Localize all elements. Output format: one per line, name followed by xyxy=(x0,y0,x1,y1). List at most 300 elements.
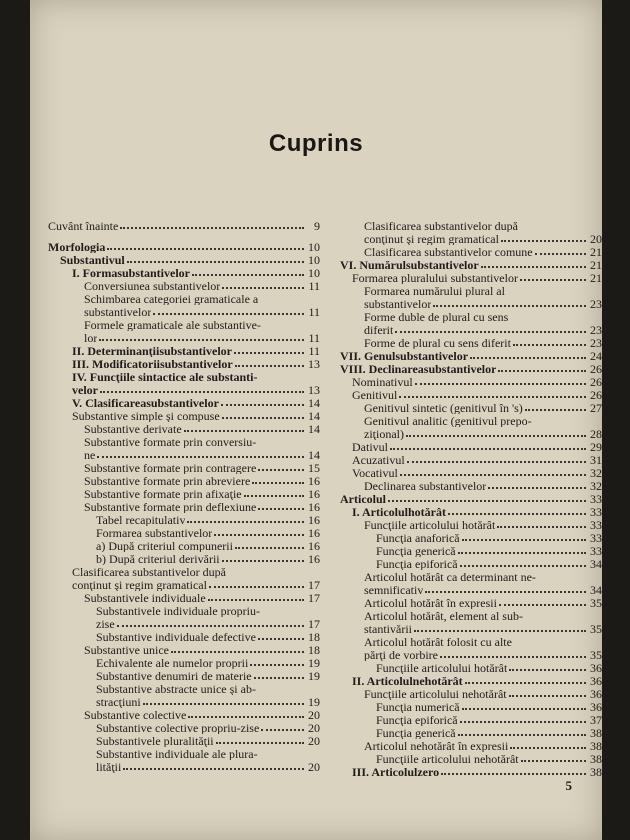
toc-entry-page: 38 xyxy=(590,739,602,753)
toc-entry-text: Dativul xyxy=(352,441,388,453)
toc-leader-dots xyxy=(261,729,304,731)
toc-entry xyxy=(340,493,602,505)
toc-entry xyxy=(48,709,320,721)
toc-leader-dots xyxy=(250,664,304,666)
toc-entry xyxy=(340,311,602,323)
toc-entry xyxy=(48,631,320,643)
toc-column-right xyxy=(340,220,602,779)
toc-entry xyxy=(48,748,320,760)
toc-entry-text: Conversiunea substantivelor xyxy=(84,280,221,292)
toc-entry xyxy=(340,623,602,635)
toc-entry-text: Articolul nehotărât în expresii xyxy=(364,740,509,752)
toc-entry-text: Substantive formate prin abreviere xyxy=(84,475,251,487)
toc-leader-dots xyxy=(535,253,586,255)
toc-leader-dots xyxy=(388,500,586,502)
toc-entry xyxy=(48,319,320,331)
toc-entry-page: 19 xyxy=(308,656,320,670)
toc-entry-page: 24 xyxy=(590,349,602,363)
toc-entry-text: Forme de plural cu sens diferit xyxy=(364,337,511,349)
toc-entry-text: Clasificarea substantivelor comune xyxy=(364,246,533,258)
toc-leader-dots xyxy=(235,365,304,367)
toc-entry xyxy=(48,345,320,357)
toc-entry xyxy=(48,280,320,292)
toc-column-left xyxy=(48,220,320,774)
toc-leader-dots xyxy=(521,760,586,762)
toc-entry xyxy=(340,584,602,596)
toc-entry-page: 20 xyxy=(590,232,602,246)
toc-entry-text: Funcţia epiforică xyxy=(376,558,458,570)
toc-entry-page: 9 xyxy=(314,219,320,233)
toc-entry xyxy=(48,397,320,409)
toc-entry-page: 26 xyxy=(590,362,602,376)
toc-leader-dots xyxy=(458,734,586,736)
toc-entry-text: Substantive formate prin contragere xyxy=(84,462,257,474)
toc-entry xyxy=(340,428,602,440)
toc-entry xyxy=(48,254,320,266)
toc-leader-dots xyxy=(258,508,304,510)
toc-leader-dots xyxy=(498,370,586,372)
toc-leader-dots xyxy=(222,417,304,419)
toc-leader-dots xyxy=(216,742,304,744)
toc-leader-dots xyxy=(258,638,304,640)
toc-entry-page: 26 xyxy=(590,375,602,389)
toc-leader-dots xyxy=(395,331,586,333)
toc-entry-text: Funcţiile articolului nehotărât xyxy=(364,688,507,700)
toc-entry-page: 38 xyxy=(590,726,602,740)
toc-entry xyxy=(48,683,320,695)
toc-entry xyxy=(340,571,602,583)
toc-entry-page: 20 xyxy=(308,734,320,748)
toc-leader-dots xyxy=(488,487,586,489)
toc-entry-page: 11 xyxy=(308,331,320,345)
toc-entry xyxy=(48,761,320,773)
toc-entry-page: 15 xyxy=(308,461,320,475)
toc-entry-text: Substantive denumiri de materie xyxy=(96,670,252,682)
toc-entry-text: părţi de vorbire xyxy=(364,649,438,661)
toc-entry-page: 26 xyxy=(590,388,602,402)
toc-entry-text: conţinut şi regim gramatical xyxy=(364,233,499,245)
toc-leader-dots xyxy=(499,604,586,606)
toc-leader-dots xyxy=(470,357,586,359)
toc-entry-page: 34 xyxy=(590,583,602,597)
toc-entry xyxy=(48,501,320,513)
toc-entry xyxy=(48,735,320,747)
toc-entry-text: Funcţiile articolului hotărât xyxy=(364,519,496,531)
toc-entry-text: Genitivul sintetic (genitivul în 's) xyxy=(364,402,523,414)
toc-entry-page: 33 xyxy=(590,531,602,545)
toc-entry xyxy=(48,605,320,617)
toc-entry xyxy=(340,324,602,336)
toc-entry-page: 16 xyxy=(308,487,320,501)
toc-entry-page: 20 xyxy=(308,721,320,735)
toc-entry-page: 16 xyxy=(308,474,320,488)
toc-leader-dots xyxy=(97,456,304,458)
toc-leader-dots xyxy=(462,708,586,710)
toc-entry xyxy=(340,259,602,271)
toc-entry-text: semnificativ xyxy=(364,584,424,596)
toc-entry-page: 36 xyxy=(590,687,602,701)
toc-entry-text: substantivelor xyxy=(364,298,432,310)
toc-entry xyxy=(48,462,320,474)
toc-entry-text: Funcţiile articolului nehotărât xyxy=(376,753,519,765)
toc-entry-page: 17 xyxy=(308,591,320,605)
toc-entry-page: 33 xyxy=(590,544,602,558)
toc-entry-text: Substantivele individuale propriu- xyxy=(96,605,260,617)
toc-entry xyxy=(48,267,320,279)
toc-entry-text: Substantive abstracte unice şi ab- xyxy=(96,683,256,695)
toc-entry xyxy=(340,662,602,674)
toc-entry xyxy=(340,727,602,739)
toc-leader-dots xyxy=(234,352,304,354)
toc-entry-text: Substantive unice xyxy=(84,644,169,656)
toc-entry-page: 20 xyxy=(308,708,320,722)
toc-entry xyxy=(340,298,602,310)
toc-entry xyxy=(48,527,320,539)
toc-entry-text: II. Determinanţiisubstantivelor xyxy=(72,345,232,357)
toc-entry-text: Substantive formate prin afixaţie xyxy=(84,488,242,500)
toc-entry-text: Substantive individuale defective xyxy=(96,631,256,643)
toc-entry-page: 10 xyxy=(308,253,320,267)
page-title: Cuprins xyxy=(268,130,364,157)
toc-entry xyxy=(340,506,602,518)
toc-entry-page: 38 xyxy=(590,752,602,766)
toc-leader-dots xyxy=(100,391,304,393)
toc-entry-text: VI. Numărulsubstantivelor xyxy=(340,259,479,271)
toc-leader-dots xyxy=(153,313,304,315)
toc-entry-page: 16 xyxy=(308,526,320,540)
toc-entry xyxy=(340,766,602,778)
toc-entry-page: 19 xyxy=(308,669,320,683)
toc-entry-text: conţinut şi regim gramatical xyxy=(72,579,207,591)
toc-entry-page: 34 xyxy=(590,557,602,571)
toc-entry xyxy=(48,566,320,578)
toc-leader-dots xyxy=(184,430,304,432)
toc-leader-dots xyxy=(460,721,586,723)
toc-entry-text: Funcţia anaforică xyxy=(376,532,460,544)
toc-entry xyxy=(340,649,602,661)
toc-leader-dots xyxy=(192,274,304,276)
toc-entry xyxy=(340,402,602,414)
toc-entry xyxy=(48,592,320,604)
toc-leader-dots xyxy=(244,495,304,497)
toc-leader-dots xyxy=(407,461,586,463)
toc-entry xyxy=(340,701,602,713)
toc-entry-text: Substantivele individuale xyxy=(84,592,206,604)
toc-leader-dots xyxy=(188,716,304,718)
toc-entry-page: 16 xyxy=(308,513,320,527)
toc-leader-dots xyxy=(254,677,304,679)
toc-entry-text: Vocativul xyxy=(352,467,398,479)
toc-entry-text: Formarea numărului plural al xyxy=(364,285,505,297)
toc-entry-page: 14 xyxy=(308,396,320,410)
toc-entry-text: Funcţia generică xyxy=(376,545,456,557)
toc-entry-text: Tabel recapitulativ xyxy=(96,514,186,526)
toc-entry xyxy=(48,220,320,232)
toc-entry-text: Acuzativul xyxy=(352,454,405,466)
toc-entry-text: velor xyxy=(72,384,98,396)
toc-leader-dots xyxy=(441,773,586,775)
toc-entry-page: 33 xyxy=(590,505,602,519)
toc-entry-text: Formarea pluralului substantivelor xyxy=(352,272,518,284)
toc-entry-page: 33 xyxy=(590,492,602,506)
toc-entry-text: Morfologia xyxy=(48,241,106,253)
toc-entry-text: Substantivul xyxy=(60,254,125,266)
toc-leader-dots xyxy=(221,404,304,406)
toc-leader-dots xyxy=(143,703,304,705)
toc-entry-text: lor xyxy=(84,332,98,344)
toc-entry-text: Articolul hotărât folosit cu alte xyxy=(364,636,512,648)
toc-entry xyxy=(48,475,320,487)
toc-leader-dots xyxy=(390,448,586,450)
toc-entry xyxy=(48,644,320,656)
toc-entry-text: substantivelor xyxy=(84,306,152,318)
toc-entry-text: Genitivul analitic (genitivul prepo- xyxy=(364,415,532,427)
toc-entry xyxy=(48,618,320,630)
toc-entry-page: 10 xyxy=(308,240,320,254)
toc-leader-dots xyxy=(497,526,586,528)
toc-entry-page: 14 xyxy=(308,448,320,462)
toc-entry xyxy=(340,675,602,687)
toc-entry-page: 19 xyxy=(308,695,320,709)
toc-entry xyxy=(340,415,602,427)
toc-entry-text: Forme duble de plural cu sens xyxy=(364,311,509,323)
toc-entry-page: 23 xyxy=(590,323,602,337)
toc-entry-page: 35 xyxy=(590,596,602,610)
toc-entry xyxy=(48,332,320,344)
toc-leader-dots xyxy=(501,240,586,242)
toc-leader-dots xyxy=(187,521,304,523)
toc-entry xyxy=(340,753,602,765)
toc-entry xyxy=(48,553,320,565)
toc-leader-dots xyxy=(440,656,586,658)
toc-entry xyxy=(340,545,602,557)
toc-entry-text: Substantive individuale ale plura- xyxy=(96,748,258,760)
toc-entry xyxy=(48,436,320,448)
toc-leader-dots xyxy=(123,768,304,770)
toc-leader-dots xyxy=(252,482,304,484)
toc-entry xyxy=(340,688,602,700)
toc-entry xyxy=(48,488,320,500)
toc-entry xyxy=(48,241,320,253)
toc-entry-page: 11 xyxy=(308,305,320,319)
toc-leader-dots xyxy=(99,339,304,341)
toc-entry-page: 16 xyxy=(308,552,320,566)
toc-entry-page: 10 xyxy=(308,266,320,280)
toc-entry xyxy=(340,285,602,297)
toc-entry xyxy=(340,350,602,362)
toc-entry-text: Articolul hotărât ca determinant ne- xyxy=(364,571,536,583)
toc-entry-page: 36 xyxy=(590,674,602,688)
toc-entry-page: 11 xyxy=(308,279,320,293)
toc-entry-text: Funcţia numerică xyxy=(376,701,460,713)
toc-entry-text: Cuvânt înainte xyxy=(48,220,119,232)
toc-entry xyxy=(340,532,602,544)
toc-entry xyxy=(340,558,602,570)
toc-entry xyxy=(340,246,602,258)
toc-entry-text: Substantive colective propriu-zise xyxy=(96,722,260,734)
toc-entry xyxy=(48,449,320,461)
toc-entry-text: b) După criteriul derivării xyxy=(96,553,220,565)
toc-entry-page: 23 xyxy=(590,297,602,311)
toc-entry-page: 16 xyxy=(308,539,320,553)
toc-entry-text: diferit xyxy=(364,324,394,336)
toc-entry-page: 38 xyxy=(590,765,602,779)
toc-leader-dots xyxy=(209,586,304,588)
toc-entry-page: 28 xyxy=(590,427,602,441)
toc-entry xyxy=(340,363,602,375)
toc-entry xyxy=(48,540,320,552)
toc-entry-text: Nominativul xyxy=(352,376,413,388)
toc-leader-dots xyxy=(414,630,586,632)
toc-leader-dots xyxy=(107,248,304,250)
toc-leader-dots xyxy=(171,651,304,653)
toc-entry-page: 18 xyxy=(308,643,320,657)
toc-leader-dots xyxy=(509,695,586,697)
page-number: 5 xyxy=(565,778,572,793)
toc-entry xyxy=(48,696,320,708)
toc-entry-text: Articolul xyxy=(340,493,386,505)
toc-entry-page: 16 xyxy=(308,500,320,514)
toc-entry-page: 32 xyxy=(590,479,602,493)
toc-entry-page: 23 xyxy=(590,336,602,350)
toc-entry xyxy=(48,358,320,370)
toc-entry xyxy=(48,722,320,734)
book-page xyxy=(30,0,602,840)
toc-entry-text: Clasificarea substantivelor după xyxy=(364,220,518,232)
toc-entry xyxy=(48,657,320,669)
toc-entry-text: Schimbarea categoriei gramaticale a xyxy=(84,293,259,305)
toc-entry xyxy=(48,514,320,526)
toc-entry-text: Substantive derivate xyxy=(84,423,182,435)
toc-entry-text: III. Articolulzero xyxy=(352,766,440,778)
toc-entry-page: 36 xyxy=(590,661,602,675)
toc-entry-text: II. Articolulnehotărât xyxy=(352,675,463,687)
toc-entry-text: Substantive colective xyxy=(84,709,187,721)
toc-leader-dots xyxy=(406,435,586,437)
toc-entry xyxy=(340,441,602,453)
toc-leader-dots xyxy=(399,396,586,398)
toc-leader-dots xyxy=(520,279,586,281)
toc-entry xyxy=(340,454,602,466)
toc-leader-dots xyxy=(117,625,304,627)
toc-entry-text: Genitivul xyxy=(352,389,398,401)
toc-leader-dots xyxy=(235,547,304,549)
toc-entry-text: ziţional) xyxy=(364,428,404,440)
toc-leader-dots xyxy=(214,534,304,536)
toc-entry xyxy=(340,480,602,492)
toc-entry-text: a) După criteriul compunerii xyxy=(96,540,233,552)
toc-leader-dots xyxy=(509,669,586,671)
toc-entry-page: 27 xyxy=(590,401,602,415)
toc-entry-text: Clasificarea substantivelor după xyxy=(72,566,226,578)
toc-entry xyxy=(48,423,320,435)
toc-entry xyxy=(340,597,602,609)
toc-entry xyxy=(340,740,602,752)
toc-leader-dots xyxy=(400,474,586,476)
toc-entry-text: III. Modificatoriisubstantivelor xyxy=(72,358,233,370)
toc-entry-text: Articolul hotărât în expresii xyxy=(364,597,497,609)
toc-leader-dots xyxy=(208,599,304,601)
toc-entry-text: Formarea substantivelor xyxy=(96,527,213,539)
toc-entry-text: VIII. Declinareasubstantivelor xyxy=(340,363,497,375)
toc-entry-text: Echivalente ale numelor proprii xyxy=(96,657,249,669)
toc-entry xyxy=(340,610,602,622)
toc-entry-text: Substantive simple şi compuse xyxy=(72,410,220,422)
toc-entry-text: stracţiuni xyxy=(96,696,141,708)
toc-entry-text: ne xyxy=(84,449,96,461)
toc-leader-dots xyxy=(127,261,304,263)
toc-leader-dots xyxy=(513,344,586,346)
toc-entry xyxy=(340,272,602,284)
toc-leader-dots xyxy=(525,409,586,411)
toc-leader-dots xyxy=(222,287,304,289)
toc-leader-dots xyxy=(462,539,586,541)
toc-entry-page: 17 xyxy=(308,578,320,592)
toc-entry-page: 14 xyxy=(308,409,320,423)
toc-entry-text: IV. Funcţiile sintactice ale substanti- xyxy=(72,371,258,383)
toc-entry-text: Substantivele pluralităţii xyxy=(96,735,214,747)
toc-entry-page: 29 xyxy=(590,440,602,454)
toc-entry-text: Funcţia epiforică xyxy=(376,714,458,726)
toc-entry-page: 18 xyxy=(308,630,320,644)
toc-entry-text: I. Formasubstantivelor xyxy=(72,267,190,279)
toc-leader-dots xyxy=(510,747,586,749)
toc-entry-page: 13 xyxy=(308,383,320,397)
toc-entry xyxy=(340,519,602,531)
toc-entry-text: Funcţia generică xyxy=(376,727,456,739)
toc-entry-page: 31 xyxy=(590,453,602,467)
toc-entry xyxy=(340,233,602,245)
toc-entry-page: 37 xyxy=(590,713,602,727)
toc-entry-text: V. Clasificareasubstantivelor xyxy=(72,397,219,409)
toc-leader-dots xyxy=(120,227,304,229)
toc-entry-page: 13 xyxy=(308,357,320,371)
toc-entry xyxy=(48,306,320,318)
toc-entry-text: lităţii xyxy=(96,761,122,773)
toc-entry xyxy=(340,714,602,726)
toc-entry xyxy=(48,371,320,383)
toc-entry-page: 11 xyxy=(308,344,320,358)
toc-entry xyxy=(48,670,320,682)
toc-entry xyxy=(48,410,320,422)
toc-entry-page: 20 xyxy=(308,760,320,774)
toc-entry-page: 21 xyxy=(590,245,602,259)
toc-entry xyxy=(340,389,602,401)
toc-leader-dots xyxy=(258,469,304,471)
toc-entry-text: Substantive formate prin conversiu- xyxy=(84,436,257,448)
toc-leader-dots xyxy=(448,513,586,515)
toc-entry-page: 21 xyxy=(590,271,602,285)
toc-entry-page: 21 xyxy=(590,258,602,272)
toc-entry xyxy=(340,220,602,232)
toc-leader-dots xyxy=(481,266,586,268)
toc-leader-dots xyxy=(458,552,586,554)
toc-entry-text: zise xyxy=(96,618,115,630)
toc-entry-page: 14 xyxy=(308,422,320,436)
toc-leader-dots xyxy=(415,383,586,385)
toc-entry-text: Funcţiile articolului hotărât xyxy=(376,662,508,674)
toc-entry-page: 32 xyxy=(590,466,602,480)
toc-leader-dots xyxy=(222,560,304,562)
toc-entry-text: Formele gramaticale ale substantive- xyxy=(84,319,261,331)
toc-entry-page: 35 xyxy=(590,648,602,662)
toc-entry xyxy=(340,636,602,648)
toc-entry-text: VII. Genulsubstantivelor xyxy=(340,350,469,362)
toc-entry-page: 36 xyxy=(590,700,602,714)
toc-entry-text: stantivării xyxy=(364,623,412,635)
toc-entry xyxy=(48,579,320,591)
toc-entry-text: Declinarea substantivelor xyxy=(364,480,487,492)
